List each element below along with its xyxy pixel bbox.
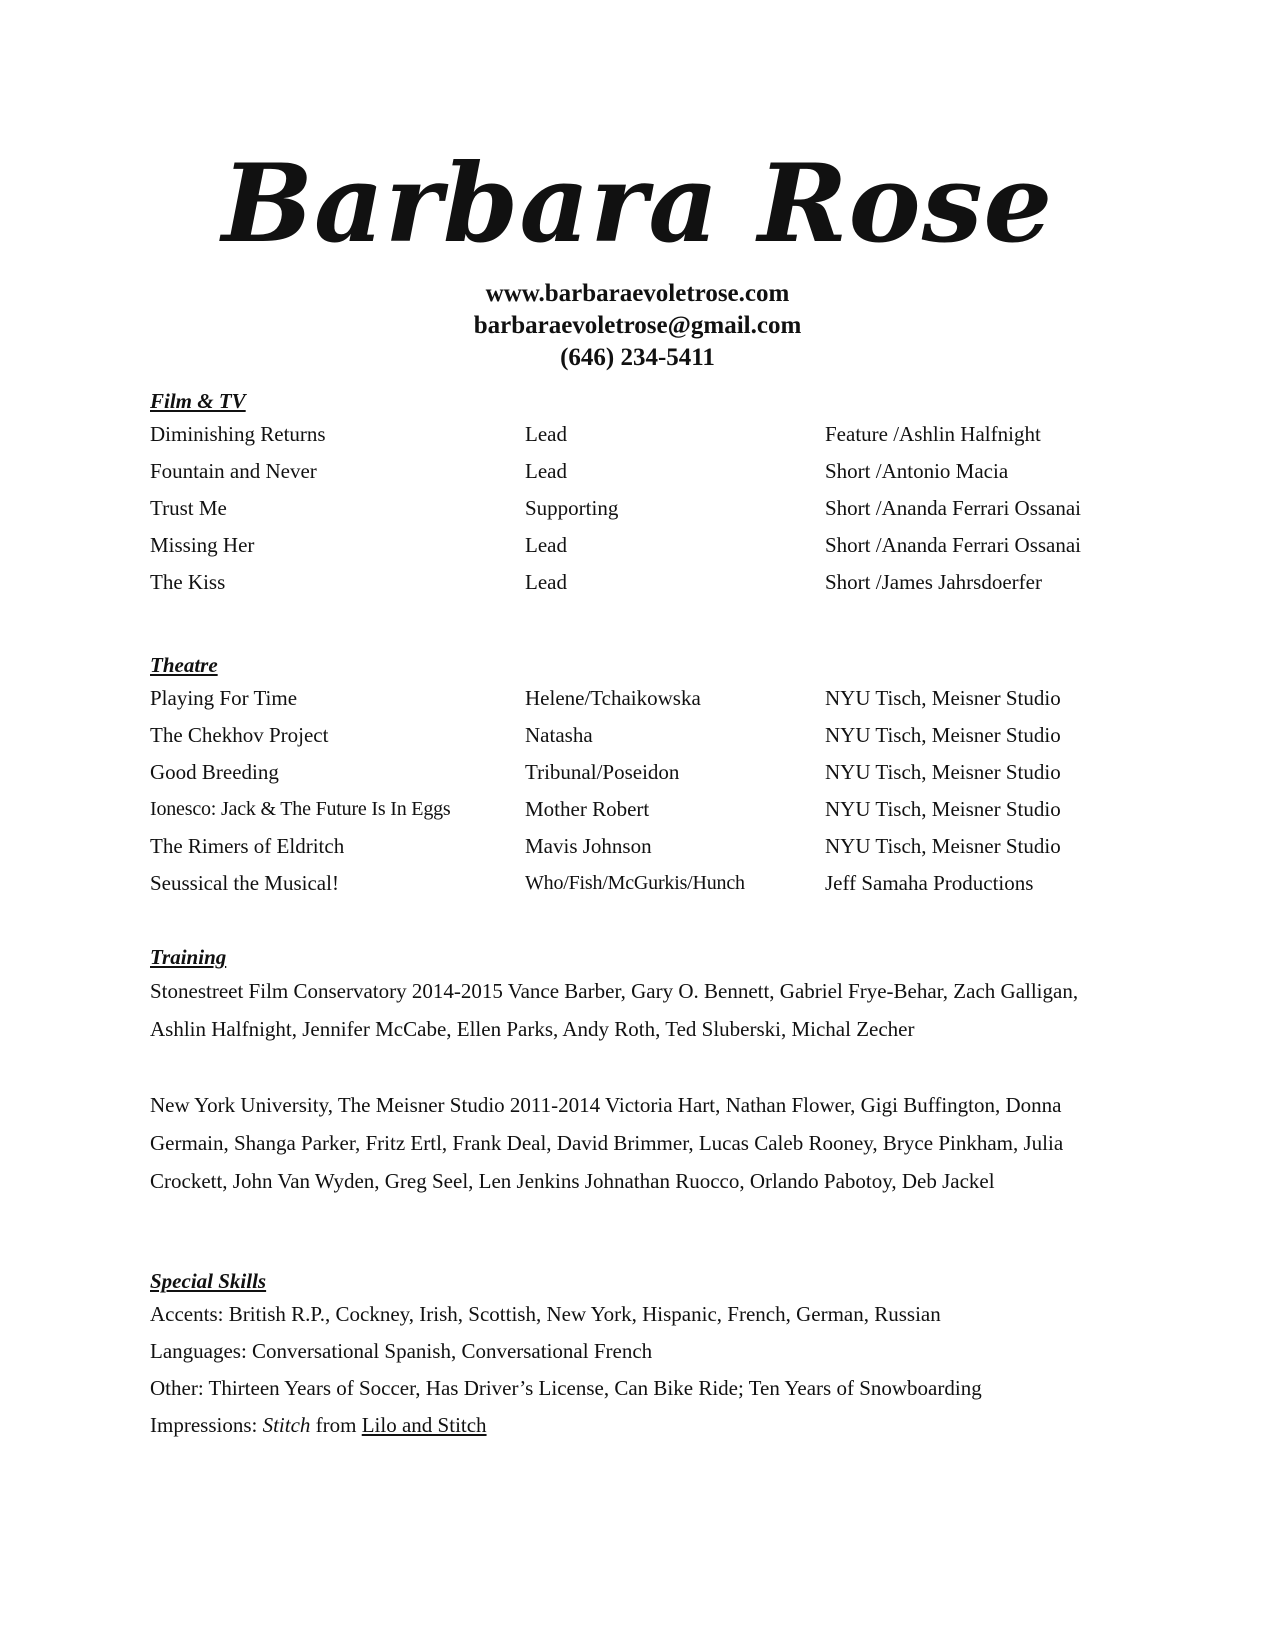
credit-role: Helene/Tchaikowska [525,686,701,710]
training-stonestreet: Stonestreet Film Conservatory 2014-2015 Vance Barber, Gary O. Bennett, Gabriel Frye-Behar, Zach Galligan, Ashlin Halfnight, Jennifer McCabe, Ellen Parks, Andy Roth, Ted Sluberski, Michal Zecher [150,979,1079,1041]
theatre-row [150,865,1150,902]
credit-role: Lead [525,533,567,557]
training-nyu: New York University, The Meisner Studio 2011-2014 Victoria Hart, Nathan Flower, Gigi Buffington, Donna Germain, Shanga Parker, Fritz Ertl, Frank Deal, David Brimmer, Lucas Caleb Rooney, Bryce Pinkham, Julia Crockett, John Van Wyden, Greg Seel, Len Jenkins Johnathan Ruocco, Orlando Pabotoy, Deb Jackel [150,1093,1064,1193]
credit-role: Mother Robert [525,797,650,821]
training-heading: Training [150,945,227,969]
email-link[interactable]: barbaraevoletrose@gmail.com [473,312,802,339]
impressions-from: from [310,1413,362,1437]
credit-production: NYU Tisch, Meisner Studio [825,834,1061,858]
theatre-heading: Theatre [150,653,218,677]
theatre-row [150,680,1150,717]
credit-role: Natasha [525,723,593,747]
credit-role: Tribunal/Poseidon [525,760,680,784]
credit-role: Lead [525,570,567,594]
film-tv-section [150,388,1150,601]
film-tv-row [150,527,1150,564]
impressions-label: Impressions: [150,1413,263,1437]
credit-production: Short /Ananda Ferrari Ossanai [825,496,1082,520]
credit-title: Playing For Time [150,686,298,710]
skills-languages: Languages: Conversational Spanish, Conversational French [150,1339,653,1363]
phone-number: (646) 234-5411 [560,344,715,371]
credit-title: Fountain and Never [150,459,317,483]
credit-production: Short /Antonio Macia [825,459,1009,483]
credit-production: NYU Tisch, Meisner Studio [825,797,1061,821]
film-tv-row [150,453,1150,490]
credit-title: Trust Me [150,496,227,520]
credit-production: NYU Tisch, Meisner Studio [825,760,1061,784]
credit-title: Good Breeding [150,760,279,784]
film-tv-heading: Film & TV [150,389,246,413]
contact-block [0,278,1275,374]
credit-role: Lead [525,459,567,483]
skills-heading: Special Skills [150,1269,267,1293]
credit-production: NYU Tisch, Meisner Studio [825,723,1061,747]
skills-accents: Accents: British R.P., Cockney, Irish, Scottish, New York, Hispanic, French, German, Russian [150,1302,941,1326]
film-tv-row [150,416,1150,453]
film-tv-row [150,564,1150,601]
credit-title: Diminishing Returns [150,422,326,446]
credit-production: Jeff Samaha Productions [825,871,1034,895]
credit-role: Mavis Johnson [525,834,652,858]
skills-section [150,1268,1150,1444]
credit-title: Missing Her [150,533,255,557]
theatre-section [150,652,1150,902]
website-link[interactable]: www.barbaraevoletrose.com [485,280,790,307]
theatre-row [150,828,1150,865]
film-tv-row [150,490,1150,527]
skills-impressions [150,1407,1150,1444]
credit-production: Short /James Jahrsdoerfer [825,570,1042,594]
credit-title: Seussical the Musical! [150,871,339,895]
credit-role: Who/Fish/McGurkis/Hunch [525,872,745,894]
credit-title: The Chekhov Project [150,723,329,747]
actor-name: Barbara Rose [221,141,1054,267]
credit-role: Lead [525,422,567,446]
credit-production: NYU Tisch, Meisner Studio [825,686,1061,710]
credit-title: Ionesco: Jack & The Future Is In Eggs [150,798,451,820]
credit-role: Supporting [525,496,619,520]
training-section [150,944,1135,1200]
credit-title: The Rimers of Eldritch [150,834,345,858]
impressions-source: Lilo and Stitch [361,1413,487,1437]
theatre-row [150,717,1150,754]
theatre-row [150,791,1150,828]
credit-title: The Kiss [150,570,226,594]
theatre-row [150,754,1150,791]
credit-production: Feature /Ashlin Halfnight [825,422,1041,446]
credit-production: Short /Ananda Ferrari Ossanai [825,533,1082,557]
impressions-character: Stitch [262,1413,311,1437]
skills-other: Other: Thirteen Years of Soccer, Has Driver’s License, Can Bike Ride; Ten Years of Snowboarding [150,1376,982,1400]
